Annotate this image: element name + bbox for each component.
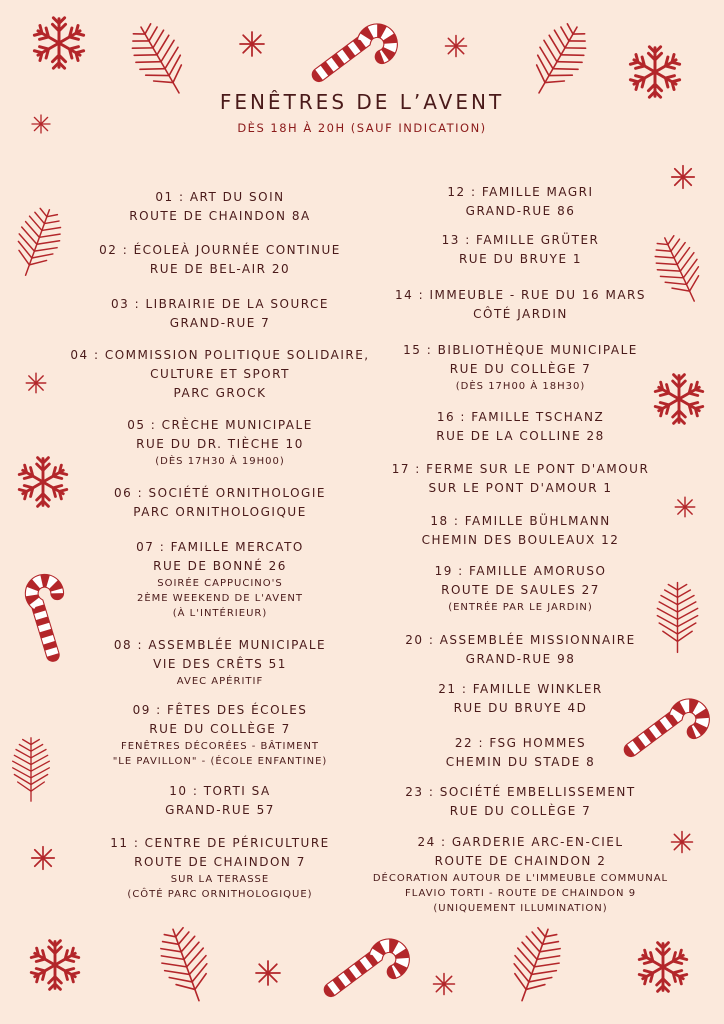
entry-address: RUE DE BONNÉ 26 bbox=[153, 559, 287, 573]
left-column bbox=[50, 0, 390, 1024]
window-entry bbox=[348, 783, 693, 821]
entry-title: 05 : CRÈCHE MUNICIPALE bbox=[127, 418, 313, 432]
window-entry bbox=[348, 183, 693, 221]
window-entry bbox=[348, 231, 693, 269]
entry-note: FLAVIO TORTI - ROUTE DE CHAINDON 9 bbox=[404, 888, 637, 899]
entry-title: 17 : FERME SUR LE PONT D'AMOUR bbox=[391, 462, 650, 476]
entry-title: 15 : BIBLIOTHÈQUE MUNICIPALE bbox=[403, 343, 638, 357]
entry-address: GRAND-RUE 86 bbox=[465, 204, 576, 218]
entry-address: GRAND-RUE 98 bbox=[465, 652, 576, 666]
entry-title: 10 : TORTI SA bbox=[169, 784, 271, 798]
entry-title: 07 : FAMILLE MERCATO bbox=[136, 540, 304, 554]
entry-note: AVEC APÉRITIF bbox=[176, 676, 264, 687]
window-entry bbox=[348, 512, 693, 550]
entry-address: RUE DU DR. TIÈCHE 10 bbox=[136, 437, 304, 451]
window-entry bbox=[50, 538, 390, 621]
entry-note: (CÔTÉ PARC ORNITHOLOGIQUE) bbox=[127, 889, 313, 900]
entry-title: 23 : SOCIÉTÉ EMBELLISSEMENT bbox=[405, 785, 636, 799]
window-entry bbox=[348, 286, 693, 324]
entry-address: RUE DU BRUYE 1 bbox=[458, 252, 583, 266]
pine-branch-icon bbox=[6, 732, 56, 807]
window-entry bbox=[348, 562, 693, 615]
entry-address: ROUTE DE CHAINDON 8A bbox=[129, 209, 311, 223]
entry-note: (DÈS 17H00 À 18H30) bbox=[455, 381, 586, 392]
window-entry bbox=[348, 833, 693, 916]
entry-title: 11 : CENTRE DE PÉRICULTURE bbox=[110, 836, 330, 850]
window-entry bbox=[50, 701, 390, 769]
page-title: FENÊTRES DE L’AVENT bbox=[219, 90, 505, 114]
entry-address: CHEMIN DES BOULEAUX 12 bbox=[421, 533, 620, 547]
entry-title: 20 : ASSEMBLÉE MISSIONNAIRE bbox=[405, 633, 636, 647]
window-entry bbox=[348, 408, 693, 446]
window-entry bbox=[50, 636, 390, 689]
entry-title: 02 : ÉCOLEÀ JOURNÉE CONTINUE bbox=[99, 243, 341, 257]
window-entry bbox=[50, 346, 390, 403]
window-entry bbox=[348, 460, 693, 498]
entry-address: RUE DU BRUYE 4D bbox=[453, 701, 588, 715]
entry-address: PARC ORNITHOLOGIQUE bbox=[133, 505, 307, 519]
window-entry bbox=[50, 416, 390, 469]
entry-title: 14 : IMMEUBLE - RUE DU 16 MARS bbox=[395, 288, 646, 302]
entry-address: RUE DE LA COLLINE 28 bbox=[436, 429, 605, 443]
entry-address: RUE DU COLLÈGE 7 bbox=[449, 804, 592, 818]
entry-title: 21 : FAMILLE WINKLER bbox=[438, 682, 603, 696]
entry-address: GRAND-RUE 7 bbox=[169, 316, 271, 330]
entry-title: 04 : COMMISSION POLITIQUE SOLIDAIRE, bbox=[70, 348, 370, 362]
entry-title: 03 : LIBRAIRIE DE LA SOURCE bbox=[111, 297, 329, 311]
entry-note: FENÊTRES DÉCORÉES - BÂTIMENT bbox=[120, 741, 320, 752]
entry-address: ROUTE DE CHAINDON 2 bbox=[434, 854, 607, 868]
entry-note: SOIRÉE CAPPUCINO'S bbox=[157, 578, 283, 589]
window-entry bbox=[50, 241, 390, 279]
star-icon bbox=[23, 370, 49, 396]
window-entry bbox=[50, 834, 390, 902]
window-entry bbox=[50, 782, 390, 820]
entry-title: 18 : FAMILLE BÜHLMANN bbox=[430, 514, 611, 528]
entry-address: RUE DU COLLÈGE 7 bbox=[449, 362, 592, 376]
entry-address: PARC GROCK bbox=[173, 386, 267, 400]
entry-address: RUE DU COLLÈGE 7 bbox=[149, 722, 291, 736]
entry-title: 12 : FAMILLE MAGRI bbox=[447, 185, 594, 199]
entry-address: CULTURE ET SPORT bbox=[150, 367, 290, 381]
entry-title: 01 : ART DU SOIN bbox=[155, 190, 285, 204]
entry-note: SUR LA TERASSE bbox=[170, 874, 270, 885]
window-entry bbox=[348, 341, 693, 394]
entry-note: "LE PAVILLON" - (ÉCOLE ENFANTINE) bbox=[112, 756, 328, 767]
window-entry bbox=[50, 188, 390, 226]
window-entry bbox=[348, 631, 693, 669]
entry-title: 16 : FAMILLE TSCHANZ bbox=[436, 410, 605, 424]
entry-title: 09 : FÊTES DES ÉCOLES bbox=[132, 703, 308, 717]
window-entry bbox=[348, 680, 693, 718]
window-entry bbox=[50, 484, 390, 522]
entry-address: GRAND-RUE 57 bbox=[165, 803, 275, 817]
entry-address: ROUTE DE CHAINDON 7 bbox=[134, 855, 306, 869]
entry-address: ROUTE DE SAULES 27 bbox=[441, 583, 600, 597]
entry-address: RUE DE BEL-AIR 20 bbox=[149, 262, 291, 276]
right-column bbox=[348, 0, 693, 1024]
entry-address: SUR LE PONT D'AMOUR 1 bbox=[428, 481, 613, 495]
window-entry bbox=[348, 734, 693, 772]
entry-note: 2ÈME WEEKEND DE L'AVENT bbox=[136, 593, 304, 604]
entry-title: 22 : FSG HOMMES bbox=[454, 736, 587, 750]
entry-address: CÔTÉ JARDIN bbox=[473, 307, 568, 321]
entry-title: 19 : FAMILLE AMORUSO bbox=[434, 564, 607, 578]
window-entry bbox=[50, 295, 390, 333]
entry-title: 06 : SOCIÉTÉ ORNITHOLOGIE bbox=[114, 486, 326, 500]
page-subtitle: DÈS 18H À 20H (SAUF INDICATION) bbox=[237, 121, 487, 135]
entry-title: 24 : GARDERIE ARC-EN-CIEL bbox=[417, 835, 624, 849]
entry-address: VIE DES CRÊTS 51 bbox=[153, 657, 287, 671]
entry-note: (DÈS 17H30 À 19H00) bbox=[155, 456, 285, 467]
entry-note: DÉCORATION AUTOUR DE L'IMMEUBLE COMMUNAL bbox=[372, 873, 669, 884]
entry-title: 13 : FAMILLE GRÜTER bbox=[441, 233, 600, 247]
entry-note: (ENTRÉE PAR LE JARDIN) bbox=[448, 602, 593, 613]
entry-address: CHEMIN DU STADE 8 bbox=[445, 755, 596, 769]
entry-note: (UNIQUEMENT ILLUMINATION) bbox=[433, 903, 608, 914]
entry-title: 08 : ASSEMBLÉE MUNICIPALE bbox=[113, 638, 327, 652]
entry-note: (À L'INTÉRIEUR) bbox=[172, 608, 268, 619]
